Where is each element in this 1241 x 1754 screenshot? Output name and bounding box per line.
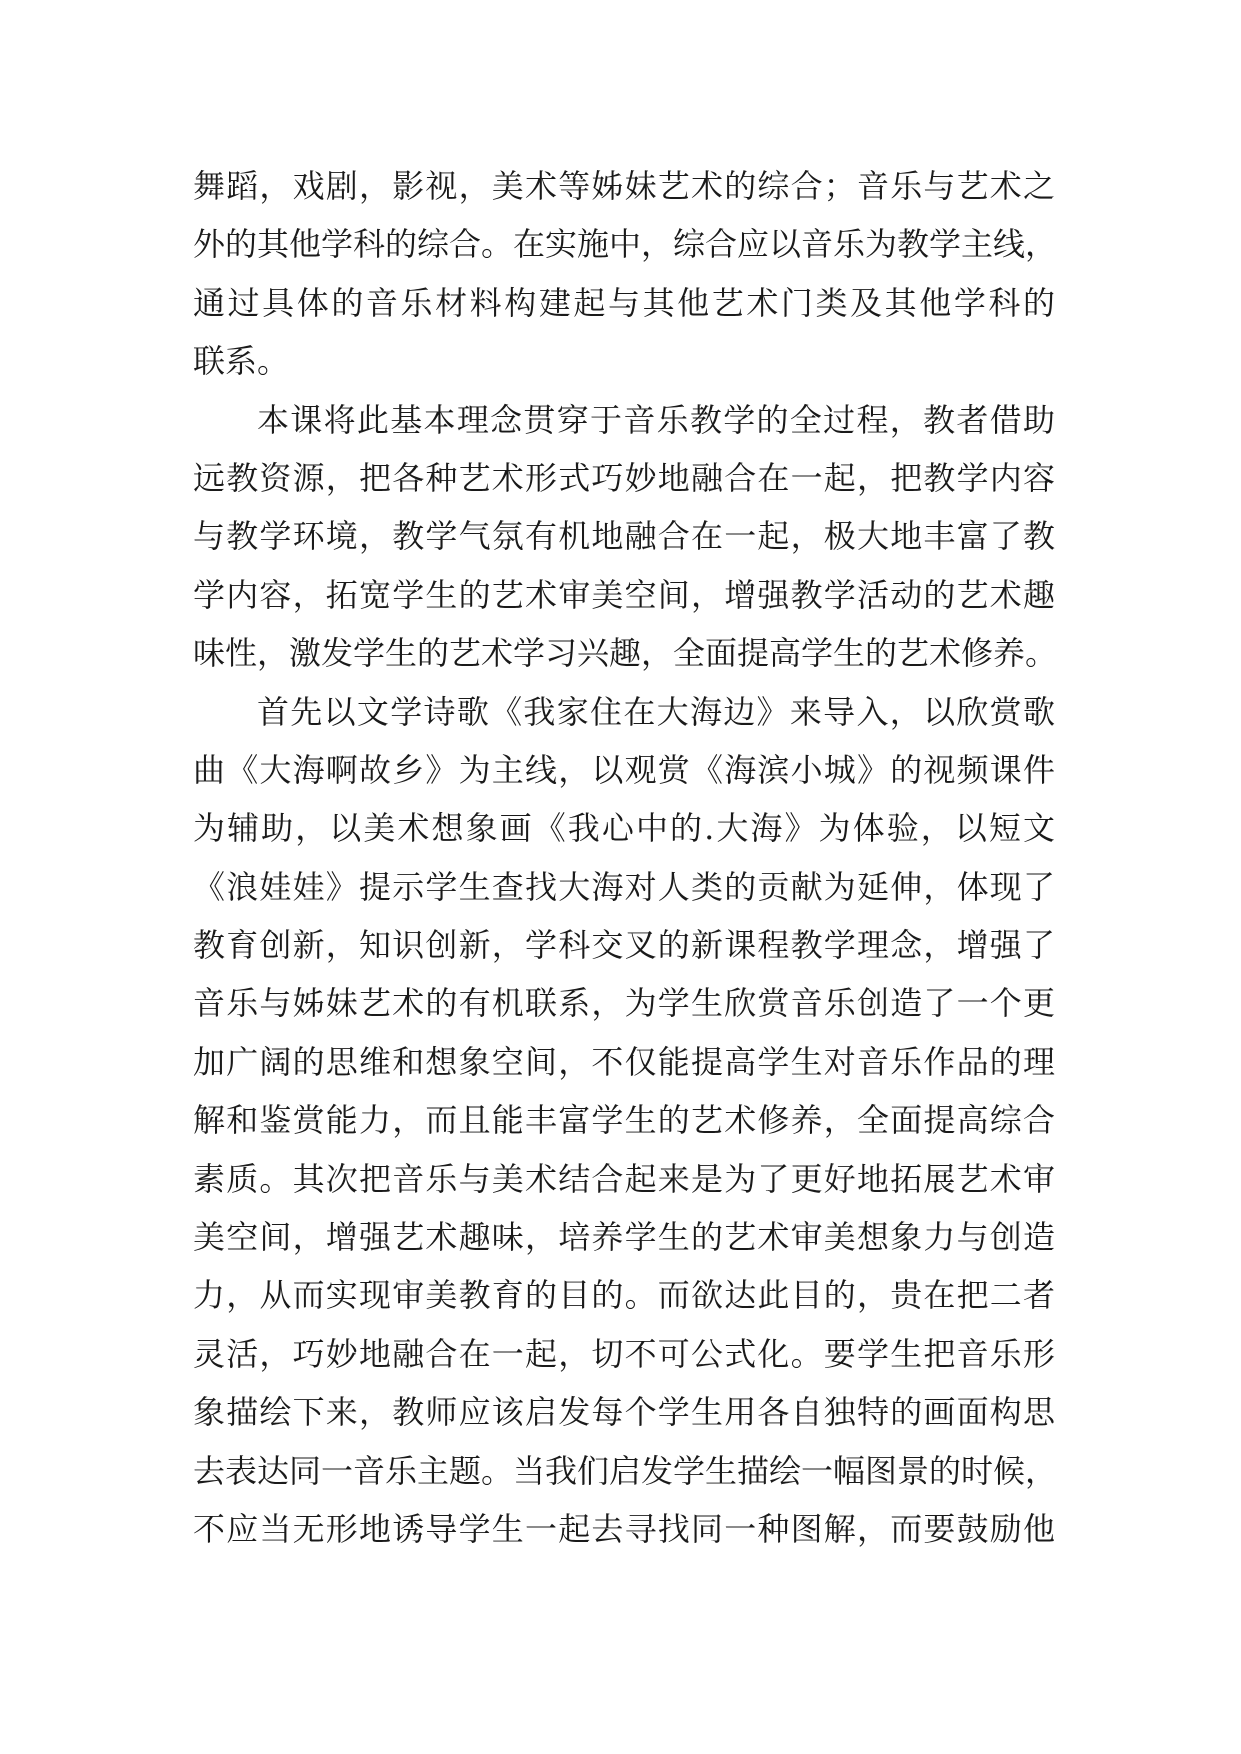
paragraph-line: 美空间，增强艺术趣味，培养学生的艺术审美想象力与创造 [193, 1218, 1055, 1257]
paragraph-line: 舞蹈，戏剧，影视，美术等姊妹艺术的综合；音乐与艺术之 [193, 167, 1055, 205]
paragraph-line: 远教资源，把各种艺术形式巧妙地融合在一起，把教学内容 [193, 458, 1055, 497]
paragraph-line: 音乐与姊妹艺术的有机联系，为学生欣赏音乐创造了一个更 [193, 984, 1055, 1023]
paragraph-line: 为辅助，以美术想象画《我心中的.大海》为体验，以短文 [193, 809, 1055, 848]
paragraph-line: 味性，激发学生的艺术学习兴趣，全面提高学生的艺术修养。 [193, 634, 1058, 673]
document-body [193, 157, 1058, 1558]
paragraph-line: 加广阔的思维和想象空间，不仅能提高学生对音乐作品的理 [193, 1042, 1055, 1081]
paragraph-line: 学内容，拓宽学生的艺术审美空间，增强教学活动的艺术趣 [193, 575, 1055, 614]
paragraph-line: 《浪娃娃》提示学生查找大海对人类的贡献为延伸，体现了 [193, 867, 1055, 906]
paragraph-line: 象描绘下来，教师应该启发每个学生用各自独特的画面构思 [193, 1393, 1055, 1432]
paragraph-line: 与教学环境，教学气氛有机地融合在一起，极大地丰富了教 [193, 517, 1055, 556]
paragraph-line: 灵活，巧妙地融合在一起，切不可公式化。要学生把音乐形 [193, 1334, 1055, 1373]
paragraph-line: 首先以文学诗歌《我家住在大海边》来导入，以欣赏歌 [257, 692, 1055, 731]
paragraph-line: 曲《大海啊故乡》为主线，以观赏《海滨小城》的视频课件 [193, 750, 1055, 789]
paragraph-line: 素质。其次把音乐与美术结合起来是为了更好地拓展艺术审 [193, 1159, 1055, 1198]
paragraph-2 [193, 391, 1058, 683]
paragraph-line: 教育创新，知识创新，学科交叉的新课程教学理念，增强了 [193, 926, 1055, 965]
paragraph-line: 力，从而实现审美教育的目的。而欲达此目的，贵在把二者 [193, 1276, 1055, 1315]
paragraph-line: 去表达同一音乐主题。当我们启发学生描绘一幅图景的时候， [193, 1451, 1058, 1490]
paragraph-line: 通过具体的音乐材料构建起与其他艺术门类及其他学科的 [193, 283, 1055, 322]
paragraph-line: 本课将此基本理念贯穿于音乐教学的全过程，教者借助 [257, 400, 1055, 439]
paragraph-line: 不应当无形地诱导学生一起去寻找同一种图解，而要鼓励他 [193, 1509, 1055, 1548]
paragraph-line: 外的其他学科的综合。在实施中，综合应以音乐为教学主线， [193, 225, 1058, 264]
paragraph-line: 解和鉴赏能力，而且能丰富学生的艺术修养，全面提高综合 [193, 1101, 1055, 1140]
paragraph-line: 联系。 [193, 342, 290, 381]
paragraph-3 [193, 683, 1058, 1559]
paragraph-1 [193, 157, 1058, 391]
